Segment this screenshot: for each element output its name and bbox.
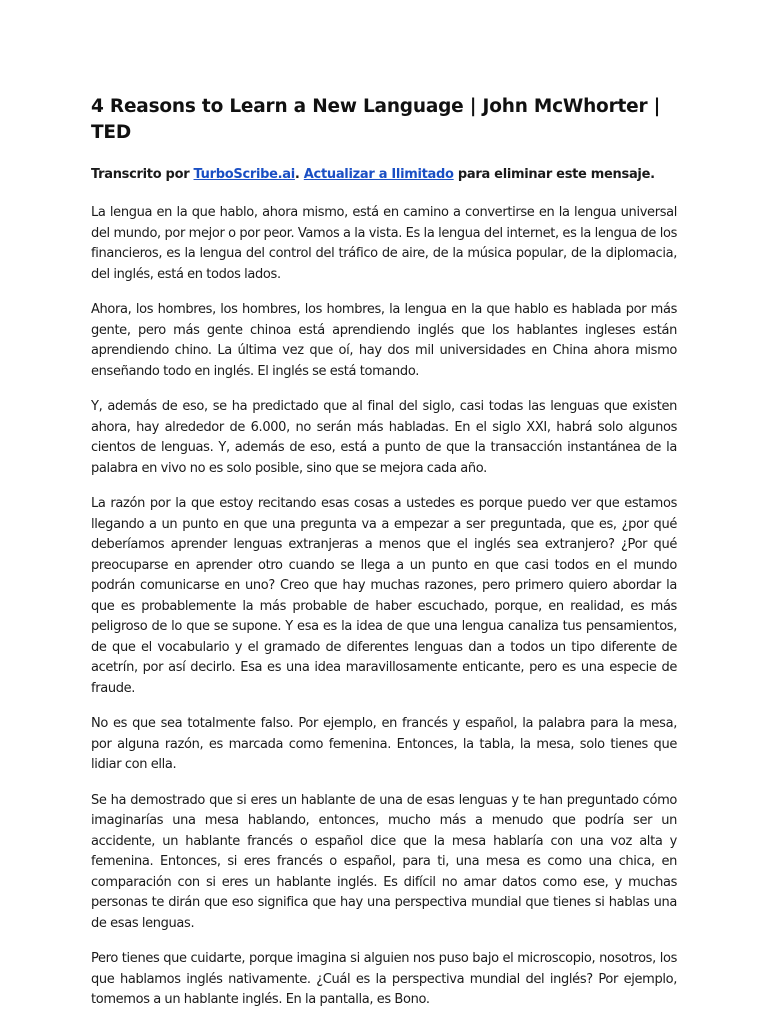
notice-prefix: Transcrito por [91,167,194,182]
document-title: 4 Reasons to Learn a New Language | John McWhorter | TED [91,96,661,143]
paragraph: La razón por la que estoy recitando esas cosas a ustedes es porque puedo ver que estamos llegando a un punto en que una pregunta va a empezar a ser preguntada, que es, ¿por qué deberíamos aprender lenguas extranjeras a menos que el inglés sea extranjero? ¿Por qué preocuparse en aprender otro cuando se llega a un punto en que casi todos en el mundo podrán comunicarse en uno? Creo que hay muchas razones, pero primero quiero abordar la que es probablemente la más probable de haber escuchado, porque, en realidad, es más peligroso de lo que se supone. Y esa es la idea de que una lengua canaliza tus pensamientos, de que el vocabulario y el gramado de diferentes lenguas dan a todos un tipo diferente de acetrín, por así decirlo. Esa es una idea maravillosamente enticante, pero es una especie de fraude. [91,496,677,696]
paragraph: Y, además de eso, se ha predictado que al final del siglo, casi todas las lenguas que existen ahora, hay alrededor de 6.000, no serán más habladas. En el siglo XXI, habrá solo algunos cientos de lenguas. Y, además de eso, está a punto de que la transacción instantánea de la palabra en vivo no es solo posible, sino que se mejora cada año. [91,399,677,476]
paragraph: Se ha demostrado que si eres un hablante de una de esas lenguas y te han preguntado cómo imaginarías una mesa hablando, entonces, mucho más a menudo que podría ser un accidente, un hablante francés o español dice que la mesa hablaría con una voz alta y femenina. Entonces, si eres francés o español, para ti, una mesa es como una chica, en comparación con si eres un hablante inglés. Es difícil no amar datos como ese, y muchas personas te dirán que eso significa que hay una perspectiva mundial que tienes si hablas una de esas lenguas. [91,792,677,931]
upgrade-unlimited-link[interactable]: Actualizar a Ilimitado [303,167,454,182]
notice-suffix: para eliminar este mensaje. [453,167,655,182]
transcription-notice [91,165,677,185]
paragraph: Ahora, los hombres, los hombres, los hombres, la lengua en la que hablo es hablada por más gente, pero más gente chinoa está aprendiendo inglés que los hablantes ingleses están aprendiendo chino. La última vez que oí, hay dos mil universidades en China ahora mismo enseñando todo en inglés. El inglés se está tomando. [91,302,677,379]
paragraph: Pero tienes que cuidarte, porque imagina si alguien nos puso bajo el microscopio, nosotros, los que hablamos inglés nativamente. ¿Cuál es la perspectiva mundial del inglés? Por ejemplo, tomemos a un hablante inglés. En la pantalla, es Bono. [91,951,677,1007]
document-page [91,94,677,1026]
paragraph: La lengua en la que hablo, ahora mismo, está en camino a convertirse en la lengua universal del mundo, por mejor o por peor. Vamos a la vista. Es la lengua del internet, es la lengua de los financieros, es la lengua del control del tráfico de aire, de la música popular, de la diplomacia, del inglés, está en todos lados. [91,205,677,282]
turboscribe-link[interactable]: TurboScribe.ai [193,167,295,182]
notice-separator: . [294,167,304,182]
paragraph: No es que sea totalmente falso. Por ejemplo, en francés y español, la palabra para la mesa, por alguna razón, es marcada como femenina. Entonces, la tabla, la mesa, solo tienes que lidiar con ella. [91,716,677,772]
